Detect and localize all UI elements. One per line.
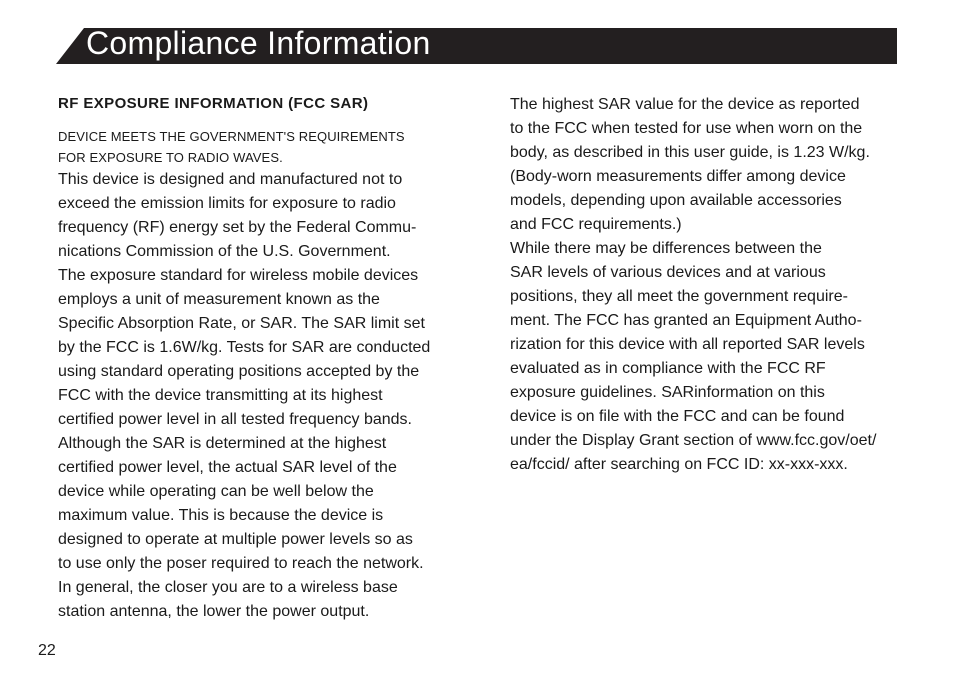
body-text-line: (Body-worn measurements differ among device <box>510 168 846 185</box>
body-text-line: FCC with the device transmitting at its highest <box>58 387 383 404</box>
body-text-line: station antenna, the lower the power output. <box>58 603 370 620</box>
body-text-line: maximum value. This is because the device is <box>58 507 384 524</box>
body-text-line: and FCC requirements.) <box>510 216 682 233</box>
page-title: Compliance Information <box>86 25 431 61</box>
body-text-line: device is on file with the FCC and can be found <box>510 408 845 425</box>
page-number: 22 <box>38 642 56 659</box>
body-text-line: Specific Absorption Rate, or SAR. The SAR limit set <box>58 315 425 332</box>
notice-line: DEVICE MEETS THE GOVERNMENT'S REQUIREMENTS <box>58 129 405 144</box>
body-text-line: exceed the emission limits for exposure to radio <box>58 195 396 212</box>
body-text-line: SAR levels of various devices and at various <box>510 264 826 281</box>
body-text-line: ea/fccid/ after searching on FCC ID: xx-xxx-xxx. <box>510 456 848 473</box>
body-text-line: exposure guidelines. SARinformation on this <box>510 384 825 401</box>
body-text-line: nications Commission of the U.S. Government. <box>58 243 391 260</box>
body-text-line: The exposure standard for wireless mobile devices <box>58 267 419 284</box>
notice-line: FOR EXPOSURE TO RADIO WAVES. <box>58 150 283 165</box>
body-text-line: rization for this device with all reported SAR levels <box>510 336 865 353</box>
body-text-line: to the FCC when tested for use when worn on the <box>510 120 863 137</box>
body-text-line: The highest SAR value for the device as reported <box>510 96 860 113</box>
body-text-line: under the Display Grant section of www.fcc.gov/oet/ <box>510 432 877 449</box>
body-text-line: employs a unit of measurement known as the <box>58 291 380 308</box>
body-text-line: positions, they all meet the government require- <box>510 288 848 305</box>
body-text-line: device while operating can be well below the <box>58 483 374 500</box>
notice-block <box>58 126 473 168</box>
body-text-line: This device is designed and manufactured not to <box>58 171 403 188</box>
body-text-line: Although the SAR is determined at the highest <box>58 435 387 452</box>
body-text-line: using standard operating positions accepted by the <box>58 363 420 380</box>
body-text-line: by the FCC is 1.6W/kg. Tests for SAR are conducted <box>58 339 431 356</box>
body-text-line: In general, the closer you are to a wireless base <box>58 579 398 596</box>
body-text-line: designed to operate at multiple power levels so as <box>58 531 413 548</box>
body-text-line: frequency (RF) energy set by the Federal Commu- <box>58 219 417 236</box>
body-text-line: models, depending upon available accessories <box>510 192 842 209</box>
body-text-line: While there may be differences between the <box>510 240 822 257</box>
body-text-line: body, as described in this user guide, is 1.23 W/kg. <box>510 144 870 161</box>
section-heading: RF EXPOSURE INFORMATION (FCC SAR) <box>58 95 369 112</box>
left-column <box>58 92 473 624</box>
right-column <box>510 93 930 477</box>
body-text-line: evaluated as in compliance with the FCC RF <box>510 360 826 377</box>
right-body-text <box>510 93 930 477</box>
body-text-line: certified power level, the actual SAR level of the <box>58 459 397 476</box>
body-text-line: to use only the poser required to reach the network. <box>58 555 424 572</box>
left-body-text <box>58 168 473 624</box>
body-text-line: ment. The FCC has granted an Equipment Autho- <box>510 312 862 329</box>
body-text-line: certified power level in all tested frequency bands. <box>58 411 412 428</box>
